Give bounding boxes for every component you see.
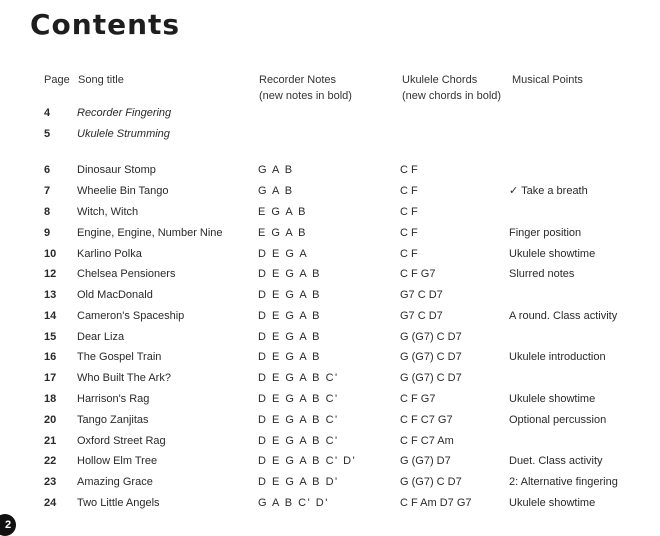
song-title: Hollow Elm Tree bbox=[77, 455, 158, 467]
table-row bbox=[0, 389, 660, 409]
ukulele-chords: C F C7 G7 bbox=[400, 414, 453, 426]
recorder-notes: D E G A B bbox=[258, 289, 322, 301]
table-row bbox=[0, 103, 660, 123]
recorder-notes: E G A B bbox=[258, 206, 308, 218]
ukulele-chords: G (G7) C D7 bbox=[400, 476, 462, 488]
musical-point: A round. Class activity bbox=[509, 310, 618, 322]
musical-point: 2: Alternative fingering bbox=[509, 476, 618, 488]
table-row bbox=[0, 493, 660, 513]
song-title: Ukulele Strumming bbox=[77, 128, 170, 140]
musical-point: Finger position bbox=[509, 227, 582, 239]
musical-point: Optional percussion bbox=[509, 414, 607, 426]
recorder-notes: D E G A B bbox=[258, 331, 322, 343]
song-title: Recorder Fingering bbox=[77, 107, 172, 119]
ukulele-chords: G (G7) C D7 bbox=[400, 331, 462, 343]
song-title: Oxford Street Rag bbox=[77, 435, 166, 447]
song-title: Karlino Polka bbox=[77, 248, 142, 260]
ukulele-chords: C F G7 bbox=[400, 393, 436, 405]
page-number-cell: 8 bbox=[44, 206, 51, 218]
song-title: Harrison's Rag bbox=[77, 393, 150, 405]
table-row bbox=[0, 202, 660, 222]
page-number-cell: 5 bbox=[44, 128, 51, 140]
page-number-cell: 24 bbox=[44, 497, 57, 509]
page-number-cell: 16 bbox=[44, 351, 57, 363]
header-ukulele-chords: Ukulele Chords (new chords in bold) bbox=[402, 74, 502, 102]
recorder-notes: D E G A B bbox=[258, 351, 322, 363]
musical-point: Ukulele introduction bbox=[509, 351, 606, 363]
page-number-cell: 22 bbox=[44, 455, 57, 467]
ukulele-chords: C F bbox=[400, 227, 418, 239]
recorder-notes: G A B bbox=[258, 185, 294, 197]
page-number-cell: 4 bbox=[44, 107, 51, 119]
page-number-cell: 23 bbox=[44, 476, 57, 488]
song-title: Dinosaur Stomp bbox=[77, 164, 156, 176]
page-number-cell: 10 bbox=[44, 248, 57, 260]
song-title: Dear Liza bbox=[77, 331, 125, 343]
page-number-cell: 15 bbox=[44, 331, 57, 343]
table-row bbox=[0, 285, 660, 305]
table-row bbox=[0, 264, 660, 284]
ukulele-chords: G (G7) C D7 bbox=[400, 372, 462, 384]
ukulele-chords: C F Am D7 G7 bbox=[400, 497, 472, 509]
song-title: Tango Zanjitas bbox=[77, 414, 149, 426]
recorder-notes: E G A B bbox=[258, 227, 308, 239]
table-row bbox=[0, 472, 660, 492]
header-page: Page bbox=[44, 74, 70, 86]
table-row bbox=[0, 410, 660, 430]
header-musical-points: Musical Points bbox=[512, 74, 583, 86]
recorder-notes: D E G A B C' bbox=[258, 393, 339, 405]
recorder-notes: D E G A bbox=[258, 248, 309, 260]
song-title: Who Built The Ark? bbox=[77, 372, 171, 384]
table-row bbox=[0, 368, 660, 388]
header-recorder-notes: Recorder Notes (new notes in bold) bbox=[259, 74, 352, 102]
musical-point: Slurred notes bbox=[509, 268, 575, 280]
recorder-notes: D E G A B C' bbox=[258, 414, 339, 426]
recorder-notes: D E G A B C' bbox=[258, 435, 339, 447]
table-row bbox=[0, 431, 660, 451]
ukulele-chords: G (G7) D7 bbox=[400, 455, 451, 467]
page-number-cell: 18 bbox=[44, 393, 57, 405]
recorder-notes: D E G A B D' bbox=[258, 476, 339, 488]
ukulele-chords: C F bbox=[400, 164, 418, 176]
header-song-title: Song title bbox=[78, 74, 124, 86]
musical-point: ✓ Take a breath bbox=[509, 185, 588, 197]
ukulele-chords: G (G7) C D7 bbox=[400, 351, 462, 363]
ukulele-chords: G7 C D7 bbox=[400, 289, 443, 301]
page-number-cell: 13 bbox=[44, 289, 57, 301]
table-row bbox=[0, 181, 660, 201]
song-title: Two Little Angels bbox=[77, 497, 160, 509]
page-number-cell: 6 bbox=[44, 164, 51, 176]
recorder-notes: D E G A B C' D' bbox=[258, 455, 357, 467]
ukulele-chords: C F G7 bbox=[400, 268, 436, 280]
ukulele-chords: C F bbox=[400, 185, 418, 197]
page-number: 2 bbox=[4, 519, 12, 531]
song-title: Wheelie Bin Tango bbox=[77, 185, 169, 197]
song-title: Old MacDonald bbox=[77, 289, 153, 301]
song-title: Engine, Engine, Number Nine bbox=[77, 227, 223, 239]
page-number-cell: 9 bbox=[44, 227, 51, 239]
page-number-cell: 17 bbox=[44, 372, 57, 384]
table-row bbox=[0, 124, 660, 144]
recorder-notes: D E G A B bbox=[258, 310, 322, 322]
page-number-cell: 12 bbox=[44, 268, 57, 280]
table-row bbox=[0, 327, 660, 347]
recorder-notes: D E G A B bbox=[258, 268, 322, 280]
song-title: Amazing Grace bbox=[77, 476, 153, 488]
table-row bbox=[0, 306, 660, 326]
musical-point: Ukulele showtime bbox=[509, 497, 596, 509]
page-number-cell: 20 bbox=[44, 414, 57, 426]
song-title: The Gospel Train bbox=[77, 351, 162, 363]
page-number-cell: 21 bbox=[44, 435, 57, 447]
table-row bbox=[0, 451, 660, 471]
recorder-notes: G A B C' D' bbox=[258, 497, 329, 509]
ukulele-chords: G7 C D7 bbox=[400, 310, 443, 322]
page-title: Contents bbox=[30, 8, 181, 41]
musical-point: Ukulele showtime bbox=[509, 248, 596, 260]
table-row bbox=[0, 244, 660, 264]
song-title: Cameron's Spaceship bbox=[77, 310, 185, 322]
page-number-cell: 7 bbox=[44, 185, 51, 197]
recorder-notes: G A B bbox=[258, 164, 294, 176]
ukulele-chords: C F C7 Am bbox=[400, 435, 454, 447]
table-row bbox=[0, 347, 660, 367]
table-row bbox=[0, 223, 660, 243]
table-row bbox=[0, 160, 660, 180]
musical-point: Ukulele showtime bbox=[509, 393, 596, 405]
musical-point: Duet. Class activity bbox=[509, 455, 603, 467]
recorder-notes: D E G A B C' bbox=[258, 372, 339, 384]
song-title: Chelsea Pensioners bbox=[77, 268, 176, 280]
page-number-cell: 14 bbox=[44, 310, 57, 322]
ukulele-chords: C F bbox=[400, 248, 418, 260]
ukulele-chords: C F bbox=[400, 206, 418, 218]
song-title: Witch, Witch bbox=[77, 206, 139, 218]
